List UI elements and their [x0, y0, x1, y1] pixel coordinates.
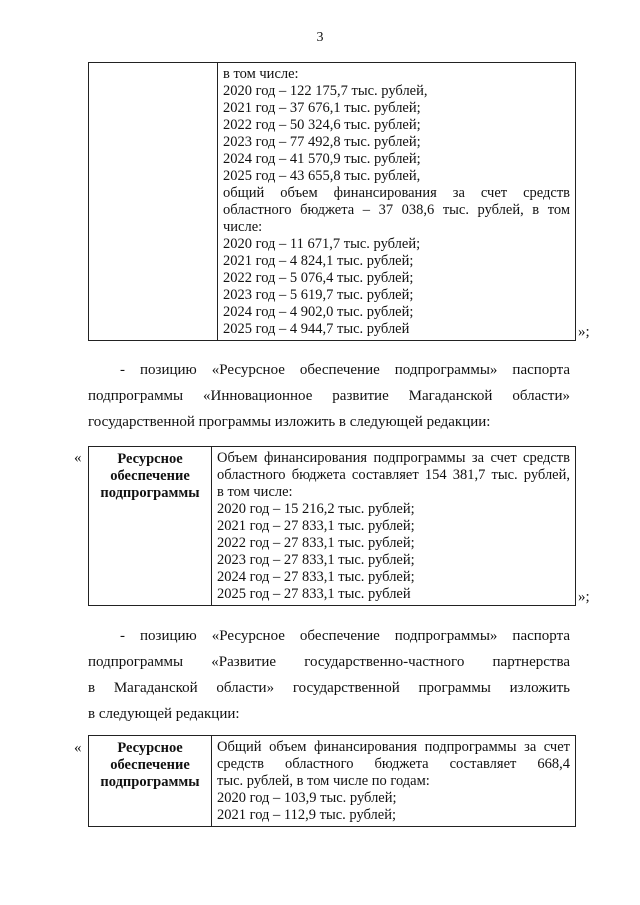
text-line: - позицию «Ресурсное обеспечение подпрограммы» паспорта [120, 628, 570, 644]
resource-label-cell: Ресурсное обеспечение подпрограммы [89, 447, 212, 606]
text-line: 2024 год – 27 833,1 тыс. рублей; [217, 569, 415, 585]
text-line: в следующей редакции: [88, 706, 240, 722]
text-line: 2024 год – 41 570,9 тыс. рублей; [223, 151, 421, 167]
resource-details-cell [212, 736, 576, 827]
text-line: общий объем финансирования за счет средств [223, 185, 570, 201]
paragraph-innovation [88, 362, 570, 431]
text-line: 2025 год – 4 944,7 тыс. рублей [223, 321, 410, 337]
text-line: 2023 год – 5 619,7 тыс. рублей; [223, 287, 414, 303]
text-line: в том числе: [217, 484, 293, 500]
text-line: 2025 год – 43 655,8 тыс. рублей, [223, 168, 421, 184]
text-line: 2022 год – 5 076,4 тыс. рублей; [223, 270, 414, 286]
text-line: 2022 год – 27 833,1 тыс. рублей; [217, 535, 415, 551]
text-line: Объем финансирования подпрограммы за счет средств [217, 450, 570, 466]
empty-label-cell [89, 63, 218, 341]
text-line: 2023 год – 77 492,8 тыс. рублей; [223, 134, 421, 150]
resource-details-cell [212, 447, 576, 606]
text-line: Общий объем финансирования подпрограммы за счет [217, 739, 570, 755]
text-line: 2021 год – 37 676,1 тыс. рублей; [223, 100, 421, 116]
opening-quote: « [74, 450, 82, 466]
funding-details-cell [218, 63, 576, 341]
text-line: в Магаданской области» государственной программы изложить [88, 680, 570, 696]
text-line: 2021 год – 112,9 тыс. рублей; [217, 807, 396, 823]
text-line: средств областного бюджета составляет 668,4 [217, 756, 570, 772]
text-line: 2020 год – 103,9 тыс. рублей; [217, 790, 397, 806]
text-line: областного бюджета – 37 038,6 тыс. рублей, в том [223, 202, 570, 218]
text-line: 2022 год – 50 324,6 тыс. рублей; [223, 117, 421, 133]
text-line: 2021 год – 27 833,1 тыс. рублей; [217, 518, 415, 534]
text-line: 2020 год – 122 175,7 тыс. рублей, [223, 83, 428, 99]
text-line: 2021 год – 4 824,1 тыс. рублей; [223, 253, 414, 269]
text-line: областного бюджета составляет 154 381,7 тыс. рублей, [217, 467, 570, 483]
opening-quote: « [74, 740, 82, 756]
closing-quote: »; [578, 324, 590, 340]
text-line: 2020 год – 15 216,2 тыс. рублей; [217, 501, 415, 517]
text-line: государственной программы изложить в следующей редакции: [88, 414, 491, 430]
text-line: в том числе: [223, 66, 299, 82]
resource-table-innovation [88, 446, 576, 606]
text-line: тыс. рублей, в том числе по годам: [217, 773, 430, 789]
text-line: - позицию «Ресурсное обеспечение подпрограммы» паспорта [120, 362, 570, 378]
text-line: подпрограммы «Развитие государственно-частного партнерства [88, 654, 570, 670]
text-line: числе: [223, 219, 263, 235]
funding-table-continuation [88, 62, 576, 341]
closing-quote: »; [578, 589, 590, 605]
text-line: подпрограммы «Инновационное развитие Магаданской области» [88, 388, 570, 404]
text-line: 2024 год – 4 902,0 тыс. рублей; [223, 304, 414, 320]
resource-label-cell: Ресурсное обеспечение подпрограммы [89, 736, 212, 827]
text-line: 2025 год – 27 833,1 тыс. рублей [217, 586, 411, 602]
text-line: 2020 год – 11 671,7 тыс. рублей; [223, 236, 421, 252]
resource-table-ppp [88, 735, 576, 827]
page-number: 3 [316, 30, 324, 45]
text-line: 2023 год – 27 833,1 тыс. рублей; [217, 552, 415, 568]
paragraph-ppp [88, 628, 570, 723]
